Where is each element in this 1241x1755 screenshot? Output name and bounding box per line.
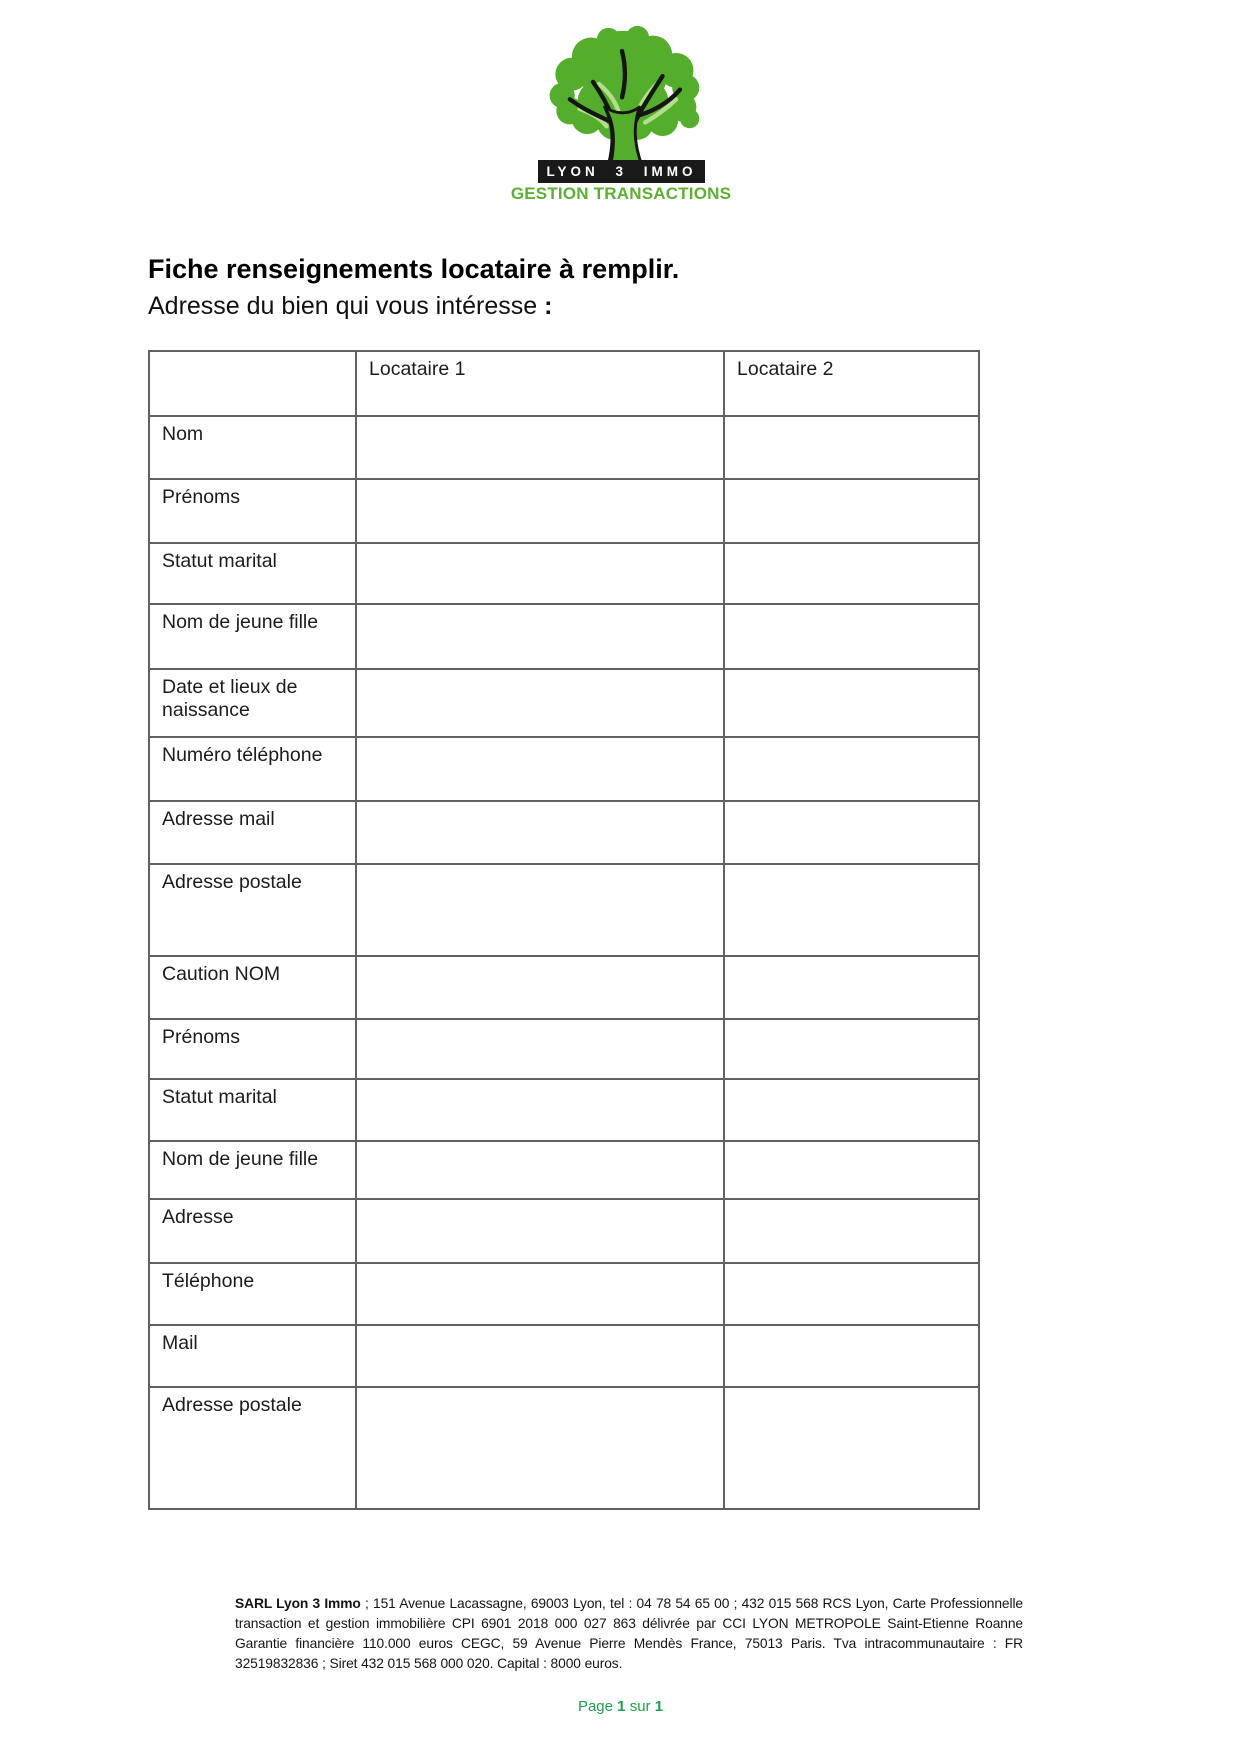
fill-cell-locataire-1[interactable] <box>356 737 724 801</box>
row-label: Statut marital <box>149 543 356 604</box>
row-label: Prénoms <box>149 1019 356 1079</box>
row-label: Date et lieux de naissance <box>149 669 356 737</box>
page-number <box>0 1698 1241 1715</box>
document-title: Fiche renseignements locataire à remplir. <box>148 254 680 284</box>
table-row <box>149 479 979 543</box>
column-header-locataire-1: Locataire 1 <box>356 351 724 416</box>
row-label: Téléphone <box>149 1263 356 1325</box>
fill-cell-locataire-2[interactable] <box>724 737 979 801</box>
table-row <box>149 864 979 956</box>
fill-cell-locataire-2[interactable] <box>724 1263 979 1325</box>
fill-cell-locataire-1[interactable] <box>356 1079 724 1141</box>
row-label: Adresse postale <box>149 864 356 956</box>
table-row <box>149 737 979 801</box>
fill-cell-locataire-2[interactable] <box>724 1325 979 1387</box>
fill-cell-locataire-1[interactable] <box>356 416 724 479</box>
fill-cell-locataire-1[interactable] <box>356 1019 724 1079</box>
fill-cell-locataire-1[interactable] <box>356 543 724 604</box>
row-label: Statut marital <box>149 1079 356 1141</box>
table-header-row <box>149 351 979 416</box>
tenant-info-table <box>148 350 980 1510</box>
page-number-prefix: Page <box>577 1698 613 1715</box>
table-row <box>149 604 979 669</box>
fill-cell-locataire-1[interactable] <box>356 669 724 737</box>
fill-cell-locataire-2[interactable] <box>724 956 979 1019</box>
fill-cell-locataire-2[interactable] <box>724 1199 979 1263</box>
page-number-separator: sur <box>629 1698 651 1715</box>
fill-cell-locataire-2[interactable] <box>724 479 979 543</box>
row-label: Mail <box>149 1325 356 1387</box>
table-row <box>149 416 979 479</box>
table-row <box>149 1079 979 1141</box>
fill-cell-locataire-1[interactable] <box>356 1141 724 1199</box>
row-label: Prénoms <box>149 479 356 543</box>
row-label: Adresse postale <box>149 1387 356 1509</box>
fill-cell-locataire-1[interactable] <box>356 1263 724 1325</box>
page-number-current: 1 <box>617 1698 626 1715</box>
company-name: SARL Lyon 3 Immo <box>235 1596 361 1611</box>
fill-cell-locataire-2[interactable] <box>724 416 979 479</box>
fill-cell-locataire-2[interactable] <box>724 1141 979 1199</box>
row-label: Nom <box>149 416 356 479</box>
fill-cell-locataire-1[interactable] <box>356 479 724 543</box>
fill-cell-locataire-1[interactable] <box>356 956 724 1019</box>
subtitle-colon: : <box>544 292 553 320</box>
fill-cell-locataire-2[interactable] <box>724 801 979 864</box>
fill-cell-locataire-2[interactable] <box>724 864 979 956</box>
corner-cell <box>149 351 356 416</box>
fill-cell-locataire-1[interactable] <box>356 1199 724 1263</box>
table-row <box>149 1019 979 1079</box>
logo-banner-text: LYON 3 IMMO <box>538 160 705 183</box>
fill-cell-locataire-2[interactable] <box>724 1019 979 1079</box>
row-label: Numéro téléphone <box>149 737 356 801</box>
table-row <box>149 956 979 1019</box>
fill-cell-locataire-2[interactable] <box>724 604 979 669</box>
table-row <box>149 1387 979 1509</box>
tree-logo-icon <box>540 24 705 164</box>
table-row <box>149 1263 979 1325</box>
table-row <box>149 1199 979 1263</box>
table-row <box>149 1141 979 1199</box>
subtitle-text: Adresse du bien qui vous intéresse <box>148 292 538 320</box>
legal-footer <box>235 1594 1023 1674</box>
logo-tagline: GESTION TRANSACTIONS <box>510 184 732 203</box>
page-number-total: 1 <box>654 1698 664 1715</box>
row-label: Caution NOM <box>149 956 356 1019</box>
column-header-locataire-2: Locataire 2 <box>724 351 979 416</box>
row-label: Adresse mail <box>149 801 356 864</box>
row-label: Adresse <box>149 1199 356 1263</box>
document-subtitle <box>148 292 552 321</box>
fill-cell-locataire-2[interactable] <box>724 1387 979 1509</box>
fill-cell-locataire-1[interactable] <box>356 864 724 956</box>
row-label: Nom de jeune fille <box>149 604 356 669</box>
legal-text: ; 151 Avenue Lacassagne, 69003 Lyon, tel : 04 78 54 65 00 ; 432 015 568 RCS Lyon, Carte Professionnelle transaction et gestion immobilière CPI 6901 2018 000 027 863 délivrée par CCI LYON METROPOLE Saint-Etienne Roanne Garantie financière 110.000 euros CEGC, 59 Avenue Pierre Mendès France, 75013 Paris. Tva intracommunautaire : FR 32519832836 ; Siret 432 015 568 000 020. Capital : 8000 euros. <box>235 1596 1023 1671</box>
row-label: Nom de jeune fille <box>149 1141 356 1199</box>
fill-cell-locataire-2[interactable] <box>724 1079 979 1141</box>
table-row <box>149 801 979 864</box>
fill-cell-locataire-1[interactable] <box>356 801 724 864</box>
table-row <box>149 543 979 604</box>
fill-cell-locataire-2[interactable] <box>724 543 979 604</box>
fill-cell-locataire-1[interactable] <box>356 604 724 669</box>
fill-cell-locataire-1[interactable] <box>356 1387 724 1509</box>
fill-cell-locataire-1[interactable] <box>356 1325 724 1387</box>
table-row <box>149 1325 979 1387</box>
fill-cell-locataire-2[interactable] <box>724 669 979 737</box>
table-row <box>149 669 979 737</box>
